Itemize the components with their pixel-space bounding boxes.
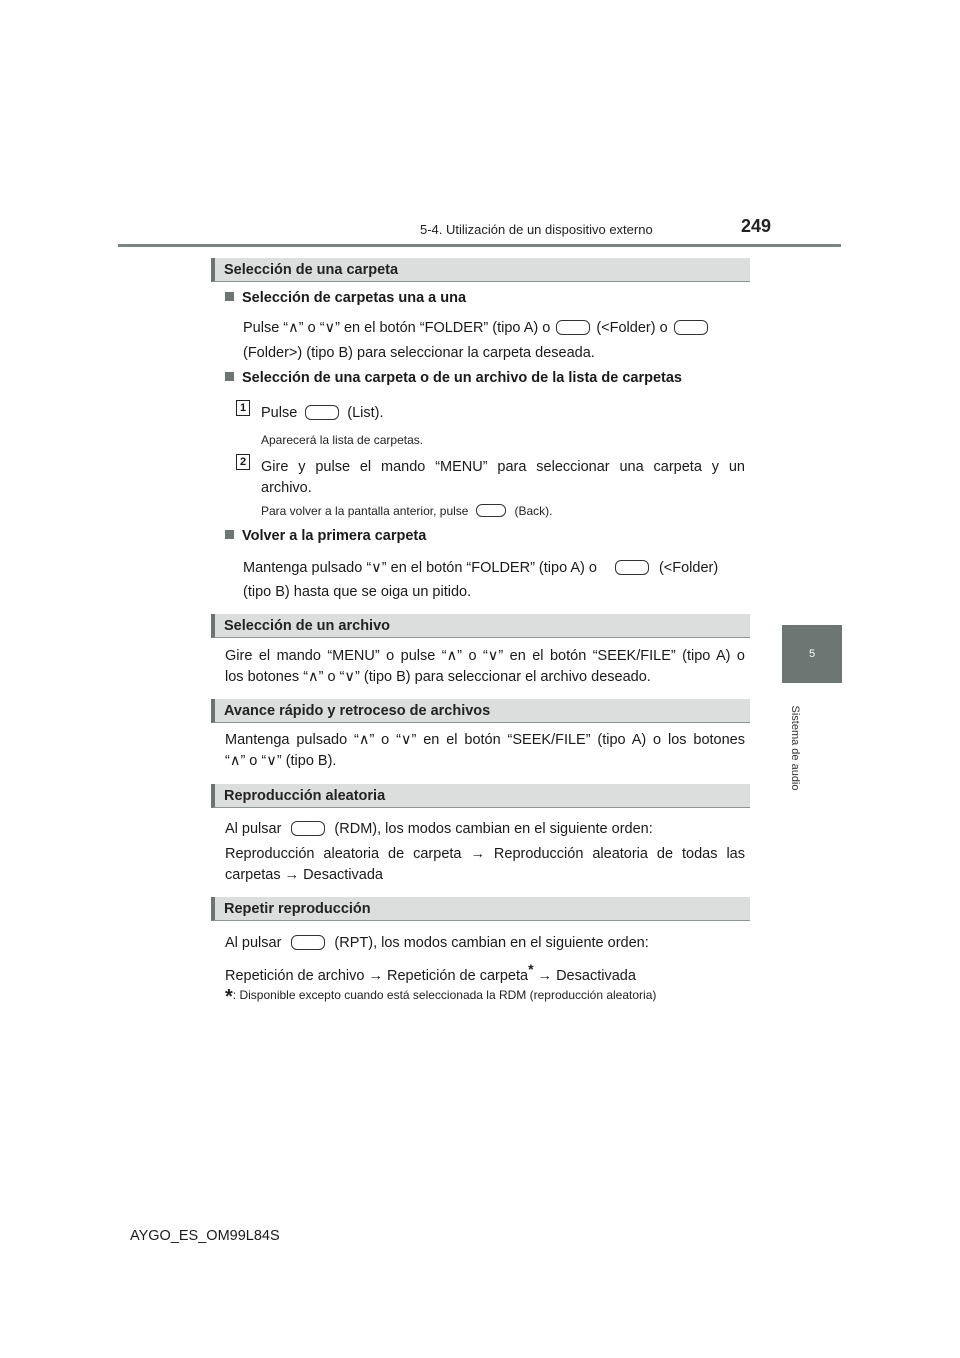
chapter-label: Sistema de audio bbox=[789, 705, 801, 791]
paragraph-avance-line-1: Mantenga pulsado “∧” o “∨” en el botón “SEEK/FILE” (tipo A) o los botones bbox=[225, 732, 745, 748]
text-run: (List). bbox=[347, 405, 384, 421]
step-2-line-2: archivo. bbox=[261, 480, 312, 496]
paragraph-aleatoria-line-1 bbox=[225, 817, 745, 841]
paragraph-avance-line-2: “∧” o “∨” (tipo B). bbox=[225, 753, 337, 769]
section-title-avance: Avance rápido y retroceso de archivos bbox=[211, 699, 750, 723]
square-bullet-icon bbox=[225, 292, 234, 301]
document-code: AYGO_ES_OM99L84S bbox=[130, 1228, 280, 1244]
paragraph-archivo-line-2: los botones “∧” o “∨” (tipo B) para seleccionar el archivo deseado. bbox=[225, 669, 651, 685]
text-run: (RPT), los modos cambian en el siguiente orden: bbox=[334, 935, 649, 951]
chapter-number: 5 bbox=[808, 648, 816, 660]
square-bullet-icon bbox=[225, 372, 234, 381]
text-run: (RDM), los modos cambian en el siguiente orden: bbox=[334, 821, 653, 837]
section-title-carpeta: Selección de una carpeta bbox=[211, 258, 750, 282]
back-button-icon bbox=[476, 504, 506, 517]
step-2-note bbox=[261, 504, 552, 518]
footnote-marker: * bbox=[528, 961, 534, 977]
text-run: (<Folder) bbox=[658, 560, 719, 576]
subheading-text: Selección de carpetas una a una bbox=[242, 290, 467, 306]
text-run: Pulse bbox=[261, 405, 298, 421]
text-run: Pulse “∧” o “∨” en el botón “FOLDER” (tipo A) o bbox=[243, 320, 551, 336]
header-divider bbox=[118, 244, 841, 247]
subheading-text: Volver a la primera carpeta bbox=[242, 528, 427, 544]
text-run: (Back). bbox=[514, 504, 553, 518]
step-1-note: Aparecerá la lista de carpetas. bbox=[261, 433, 424, 447]
subheading-primera-carpeta bbox=[225, 528, 426, 544]
paragraph-line: (tipo B) hasta que se oiga un pitido. bbox=[243, 584, 472, 600]
page-number: 249 bbox=[741, 216, 772, 236]
square-bullet-icon bbox=[225, 530, 234, 539]
subheading-text: Selección de una carpeta o de un archivo de la lista de carpetas bbox=[242, 370, 682, 386]
folder-prev-button-icon bbox=[615, 560, 649, 575]
paragraph-repetir-line-2 bbox=[225, 957, 745, 988]
subheading-lista-de-carpetas bbox=[225, 370, 682, 386]
step-number-1: 1 bbox=[236, 400, 250, 416]
section-title-repetir: Repetir reproducción bbox=[211, 897, 750, 921]
footnote-text: : Disponible excepto cuando está seleccionada la RDM (reproducción aleatoria) bbox=[232, 988, 657, 1002]
paragraph-primera-carpeta bbox=[243, 556, 745, 580]
paragraph-repetir-line-1 bbox=[225, 931, 745, 955]
paragraph-aleatoria-line-3: carpetas → Desactivada bbox=[225, 867, 383, 883]
text-run: Mantenga pulsado “∨” en el botón “FOLDER” (tipo A) o bbox=[243, 560, 597, 576]
section-title-aleatoria: Reproducción aleatoria bbox=[211, 784, 750, 808]
text-run: Para volver a la pantalla anterior, pulse bbox=[261, 504, 469, 518]
step-1-text bbox=[261, 401, 745, 425]
paragraph-carpetas-una-a-una bbox=[243, 316, 745, 340]
step-2-line-1: Gire y pulse el mando “MENU” para seleccionar una carpeta y un bbox=[261, 459, 745, 475]
rpt-button-icon bbox=[291, 935, 325, 950]
rdm-button-icon bbox=[291, 821, 325, 836]
paragraph-line: (Folder>) (tipo B) para seleccionar la carpeta deseada. bbox=[243, 345, 595, 361]
paragraph-archivo-line-1: Gire el mando “MENU” o pulse “∧” o “∨” en el botón “SEEK/FILE” (tipo A) o bbox=[225, 648, 745, 664]
text-run: Al pulsar bbox=[225, 935, 282, 951]
text-run: (<Folder) o bbox=[596, 320, 668, 336]
footnote-asterisk: * bbox=[225, 986, 233, 1008]
folder-next-button-icon bbox=[674, 320, 708, 335]
paragraph-aleatoria-line-2: Reproducción aleatoria de carpeta → Reproducción aleatoria de todas las bbox=[225, 846, 745, 862]
folder-prev-button-icon bbox=[556, 320, 590, 335]
subheading-carpetas-una-a-una bbox=[225, 290, 466, 306]
footnote bbox=[225, 986, 656, 1009]
list-button-icon bbox=[305, 405, 339, 420]
section-title-archivo: Selección de un archivo bbox=[211, 614, 750, 638]
header-section-title: 5-4. Utilización de un dispositivo externo bbox=[420, 222, 653, 237]
text-run: Al pulsar bbox=[225, 821, 282, 837]
text-run: Repetición de archivo → Repetición de carpeta bbox=[225, 968, 529, 984]
text-run: → Desactivada bbox=[533, 968, 636, 984]
step-number-2: 2 bbox=[236, 454, 250, 470]
